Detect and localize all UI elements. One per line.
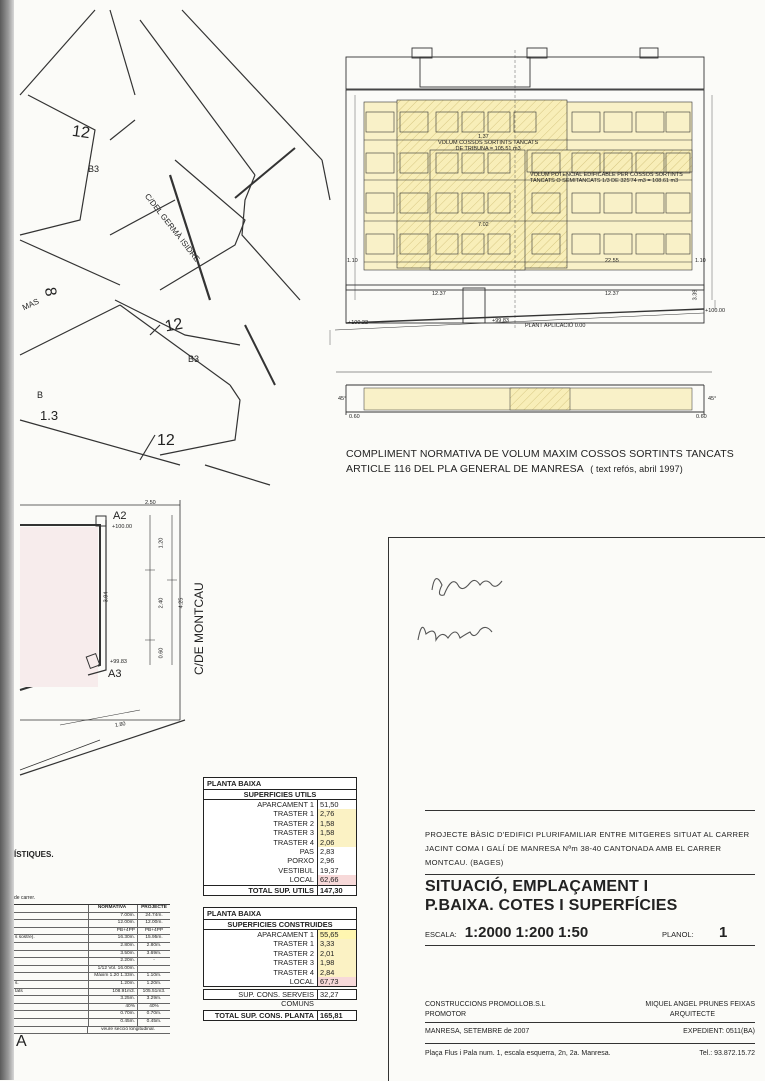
- handwritten-signature: [412, 560, 542, 660]
- title-divider-address: [425, 1043, 755, 1044]
- table-row: PAS 2,83: [204, 847, 356, 856]
- street-width-label-4: 8: [40, 286, 60, 298]
- table-row: 2.80m. 2.80m.: [14, 943, 170, 951]
- elevation-drawing: [330, 48, 715, 415]
- date: MANRESA, SETEMBRE de 2007: [425, 1028, 530, 1035]
- table-title: PLANTA BAIXA: [204, 778, 356, 790]
- scale-row: ESCALA: 1:2000 1:200 1:50 PLANOL: 1: [425, 924, 728, 941]
- parcel-dim-top: 2.50: [145, 500, 156, 506]
- zone-label-b: B: [37, 390, 44, 400]
- elev-dim-137: 1.37: [478, 134, 489, 140]
- table-row: 7.00m. 24.74m.: [14, 913, 170, 921]
- table-total-row: TOTAL SUP. CONS. PLANTA 165,81: [204, 1011, 356, 1020]
- table-row: TRASTER 3 1,98: [204, 958, 356, 967]
- address: Plaça Flus i Pala num. 1, escala esquerra, 2n, 2a. Manresa.: [425, 1050, 611, 1057]
- superficies-utils-table: [203, 777, 357, 896]
- elev-dim-2255: 22.55: [605, 258, 619, 264]
- table-subtitle: SUPERFICIES UTILS: [204, 790, 356, 800]
- elev-dim-045-left: 45°: [338, 396, 347, 402]
- elevation-caption-line-1: COMPLIMENT NORMATIVA DE VOLUM MAXIM COSSOS SORTINTS TANCATS: [346, 448, 734, 460]
- note-volum-cossos: VOLUM COSSOS SORTINTS TANCATS DE TRIBUNA = 105.51 m3: [438, 140, 539, 152]
- elev-dim-060-left: 0.60: [349, 414, 360, 420]
- table-row: s. 1.20m. 1.20m.: [14, 981, 170, 989]
- parcel-dim-240: 2.40: [158, 597, 165, 609]
- elev-dim-060-right: 0.60: [696, 414, 707, 420]
- elev-dim-110-right: 1.10: [695, 258, 706, 264]
- table-row: 0.45m. 0.45m.: [14, 1019, 170, 1027]
- table-row: APARCAMENT 1 55,65: [204, 930, 356, 939]
- table-row: SUP. CONS. SERVEIS COMUNS 32,27: [204, 990, 356, 999]
- table-row: s sostre). 16.30m. 15.95m.: [14, 935, 170, 943]
- promotor-label: PROMOTOR: [425, 1011, 467, 1018]
- note-volum-potencial: VOLUM POTENCIAL EDIFICABLE PER COSSOS SORTINTS TANCATS O SEMITANCATS 1/3 DE 325'74 m3 = 108.61 m3: [530, 172, 683, 184]
- table-row: 40% 40%: [14, 1004, 170, 1012]
- expedient: EXPEDIENT: 0511(BA): [683, 1028, 755, 1035]
- table-row: 3.50m. 3.69m.: [14, 951, 170, 959]
- title-divider-bottom: [425, 945, 755, 946]
- elev-level-left: +100.22: [348, 320, 369, 326]
- elev-dim-702: 7.02: [478, 222, 489, 228]
- total-construida-table: [203, 1010, 357, 1021]
- street-label-mas: MAS: [20, 296, 41, 313]
- table-row: TRASTER 1 2,76: [204, 809, 356, 818]
- table-total-row: TOTAL SUP. UTILS 147,30: [204, 885, 356, 895]
- table-row: tats 108.91m3. 105.51m3.: [14, 989, 170, 997]
- table-row: TRASTER 1 3,33: [204, 939, 356, 948]
- arquitecte-label: ARQUITECTE: [669, 1011, 715, 1018]
- arquitecte-name: MIQUEL ANGEL PRUNES FEIXAS: [645, 1001, 755, 1008]
- elev-dim-1237-right: 12.37: [605, 291, 619, 297]
- point-a2-label: A2: [113, 510, 127, 522]
- title-divider-date: [425, 1022, 755, 1023]
- project-description: PROJECTE BÀSIC D'EDIFICI PLURIFAMILIAR ENTRE MITGERES SITUAT AL CARRER JACINT COMA I GALÍ DE MANRESA Nºm 38-40 CANTONADA AMB EL CARRER MONTCAU. (BAGES): [425, 830, 750, 867]
- table-row: 0.70m. 0.70m.: [14, 1011, 170, 1019]
- elev-dim-045-right: 45°: [708, 396, 717, 402]
- superficies-construides-table: [203, 907, 357, 987]
- address-row: [425, 1050, 755, 1057]
- parcel-dim-394: 3.94: [103, 591, 110, 603]
- elev-level-mid: +99.83: [492, 318, 509, 324]
- point-a3-level: +99.83: [110, 659, 127, 665]
- title-divider-top: [425, 874, 755, 875]
- point-a3-label: A3: [108, 668, 122, 680]
- table-row: TRASTER 4 2,06: [204, 838, 356, 847]
- table-row: TRASTER 2 1,58: [204, 819, 356, 828]
- table-row: 3.25m. 3.29m.: [14, 996, 170, 1004]
- parcel-dim-120: 1.20: [158, 537, 165, 549]
- table-title: PLANTA BAIXA: [204, 908, 356, 920]
- telephone: Tel.: 93.872.15.72: [699, 1050, 755, 1057]
- street-width-label-3: 12: [157, 432, 175, 449]
- table-header-row: NORMATIVA PROJECTE: [14, 905, 170, 913]
- parcel-dim-180: 1.80: [114, 721, 127, 729]
- street-width-label-2: 12: [163, 315, 185, 336]
- zone-coefficient: 1.3: [40, 408, 59, 423]
- zone-label-b3-top: B3: [88, 164, 100, 174]
- promotor-arquitecte: [425, 1000, 755, 1020]
- serveis-comuns-table: [203, 989, 357, 1009]
- site-plan-map: [20, 10, 330, 485]
- parcel-dim-425: 4.25: [178, 597, 185, 609]
- drawing-title: SITUACIÓ, EMPLAÇAMENT I P.BAIXA. COTES I SUPERFÍCIES: [425, 878, 678, 914]
- elevation-caption-line-2: ARTICLE 116 DEL PLA GENERAL DE MANRESA ( text refós, abril 1997): [346, 463, 683, 475]
- normativa-table: [14, 904, 170, 1034]
- normativa-heading: ÍSTIQUES.: [14, 850, 54, 859]
- table-row: TRASTER 4 2,84: [204, 968, 356, 977]
- parcel-dim-060: 0.60: [158, 647, 165, 659]
- zone-label-b3-mid: B3: [188, 354, 200, 364]
- elev-level-right: +100.00: [705, 308, 726, 314]
- table-footer-row: veure secció longitudinal.: [14, 1027, 170, 1035]
- table-row: APARCAMENT 1 51,50: [204, 800, 356, 809]
- sheet-letter: A: [16, 1033, 27, 1050]
- table-row: 1/12 Vol. 16.00m.: [14, 966, 170, 974]
- table-row: 12.00m. 12.00m.: [14, 920, 170, 928]
- table-row: Màxim 1.20 1.33m. 1.10m.: [14, 973, 170, 981]
- date-expedient-row: [425, 1028, 755, 1035]
- table-row: TRASTER 2 2,01: [204, 949, 356, 958]
- table-row: LOCAL 62,66: [204, 875, 356, 884]
- street-label-germa-isidre: C/DEL GERMÀ ISIDRE: [142, 192, 202, 264]
- table-row: LOCAL 67,73: [204, 977, 356, 986]
- elev-dim-339: 3.39: [692, 289, 699, 301]
- table-row: PB+4PP PB+4PP: [14, 928, 170, 936]
- elev-dim-110-left: 1.10: [347, 258, 358, 264]
- normativa-intro: de carrer.: [14, 895, 36, 901]
- table-subtitle: SUPERFICIES CONSTRUIDES: [204, 920, 356, 930]
- promotor-name: CONSTRUCCIONS PROMOLLOB.S.L: [425, 1001, 546, 1008]
- table-row: 2.20m. -: [14, 958, 170, 966]
- street-width-label-1: 12: [70, 122, 91, 143]
- table-row: VESTIBUL 19,37: [204, 866, 356, 875]
- table-row: PORXO 2,96: [204, 856, 356, 865]
- table-row: TRASTER 3 1,58: [204, 828, 356, 837]
- elev-dim-1237-left: 12.37: [432, 291, 446, 297]
- title-block-divider: [425, 810, 755, 811]
- elev-level-plant: PLANT APLICACIÓ 0.00: [525, 323, 586, 329]
- point-a2-level: +100.00: [112, 524, 133, 530]
- street-label-montcau: C/DE MONTCAU: [192, 582, 206, 675]
